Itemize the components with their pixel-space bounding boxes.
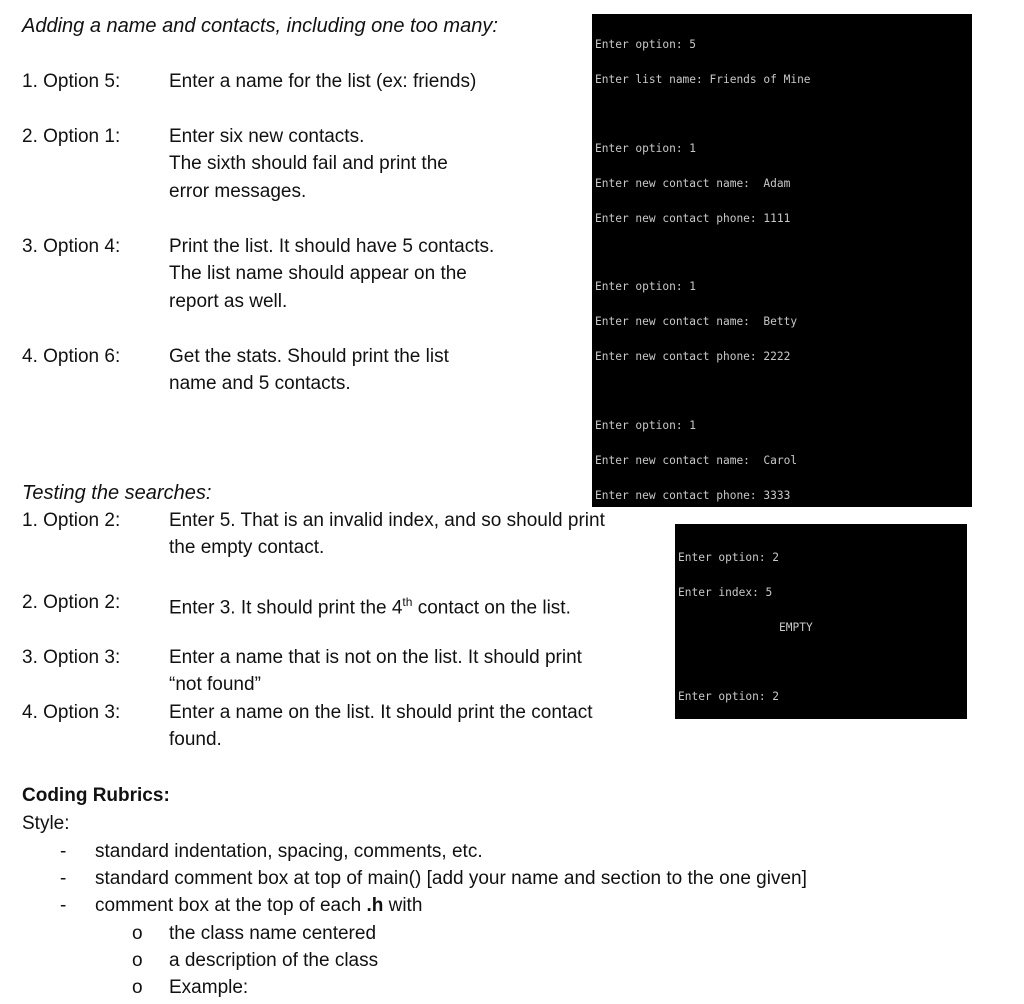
rubric-subitem: Example: bbox=[169, 977, 249, 998]
step-description: Enter a name on the list. It should print the contact bbox=[169, 702, 593, 723]
rubric-file-ext: .h bbox=[366, 895, 384, 916]
step-description: Get the stats. Should print the list bbox=[169, 346, 449, 367]
circle-bullet: o bbox=[132, 923, 143, 944]
console-line: Enter option: 1 bbox=[595, 280, 697, 294]
console-line: Enter option: 1 bbox=[595, 419, 697, 432]
rubric-text: comment box at the top of each bbox=[95, 895, 367, 916]
console-line: Enter new contact phone: 3333 bbox=[595, 488, 791, 502]
dash-bullet: - bbox=[60, 868, 67, 889]
step-number: 2. Option 1: bbox=[22, 126, 121, 147]
step-number: 3. Option 3: bbox=[22, 647, 121, 668]
step-description bbox=[169, 589, 571, 621]
rubric-item: standard comment box at top of main() [add your name and section to the one given] bbox=[95, 868, 807, 889]
rubric-subitem: a description of the class bbox=[169, 950, 379, 971]
console-line: Enter new contact name: Betty bbox=[595, 315, 798, 329]
console-line: Enter option: 2 bbox=[678, 551, 780, 565]
step-description: Enter six new contacts. bbox=[169, 126, 365, 147]
rubric-item bbox=[95, 892, 422, 919]
console-line: Enter option: 1 bbox=[595, 141, 697, 155]
step-description: found. bbox=[169, 729, 222, 750]
step-description: Enter 5. That is an invalid index, and so should print bbox=[169, 510, 605, 531]
step-description: Print the list. It should have 5 contacts. bbox=[169, 236, 495, 257]
section-heading-adding: Adding a name and contacts, including one too many: bbox=[22, 15, 498, 37]
step-number: 4. Option 6: bbox=[22, 346, 121, 367]
step-description: The sixth should fail and print the bbox=[169, 153, 448, 174]
circle-bullet: o bbox=[132, 950, 143, 971]
step-number: 1. Option 5: bbox=[22, 71, 121, 92]
console-line: Enter list name: Friends of Mine bbox=[595, 72, 811, 86]
step-description: Enter a name for the list (ex: friends) bbox=[169, 71, 477, 92]
step-number: 2. Option 2: bbox=[22, 592, 121, 613]
step-description: name and 5 contacts. bbox=[169, 373, 351, 394]
console-line: Enter index: 5 bbox=[678, 585, 773, 599]
dash-bullet: - bbox=[60, 895, 67, 916]
step-text: contact on the list. bbox=[412, 597, 571, 619]
step-number: 1. Option 2: bbox=[22, 510, 121, 531]
circle-bullet: o bbox=[132, 977, 143, 998]
rubrics-heading: Coding Rubrics: bbox=[22, 785, 170, 806]
console-line: Enter new contact phone: 1111 bbox=[595, 211, 791, 225]
step-text: Enter 3. It should print the 4 bbox=[169, 597, 403, 619]
step-number: 3. Option 4: bbox=[22, 236, 121, 257]
console-line: Enter option: 2 bbox=[678, 689, 780, 703]
dash-bullet: - bbox=[60, 841, 67, 862]
step-description: “not found” bbox=[169, 674, 261, 695]
rubric-subitem: the class name centered bbox=[169, 923, 377, 944]
step-description: The list name should appear on the bbox=[169, 263, 467, 284]
style-label: Style: bbox=[22, 813, 70, 834]
step-description: error messages. bbox=[169, 181, 307, 202]
superscript: th bbox=[402, 595, 413, 609]
console-line: Enter new contact name: Adam bbox=[595, 176, 791, 190]
step-description: report as well. bbox=[169, 291, 288, 312]
step-description: the empty contact. bbox=[169, 537, 325, 558]
console-line: Enter new contact name: Carol bbox=[595, 453, 798, 467]
console-output-searches bbox=[675, 524, 967, 719]
console-line: Enter option: 5 bbox=[595, 38, 697, 52]
console-output-adding bbox=[592, 14, 972, 507]
rubric-text: with bbox=[383, 895, 423, 916]
step-number: 4. Option 3: bbox=[22, 702, 121, 723]
section-heading-searches: Testing the searches: bbox=[22, 482, 212, 504]
step-description: Enter a name that is not on the list. It should print bbox=[169, 647, 582, 668]
rubric-item: standard indentation, spacing, comments, etc. bbox=[95, 841, 483, 862]
console-line: Enter new contact phone: 2222 bbox=[595, 350, 791, 364]
console-line: EMPTY bbox=[678, 620, 813, 634]
